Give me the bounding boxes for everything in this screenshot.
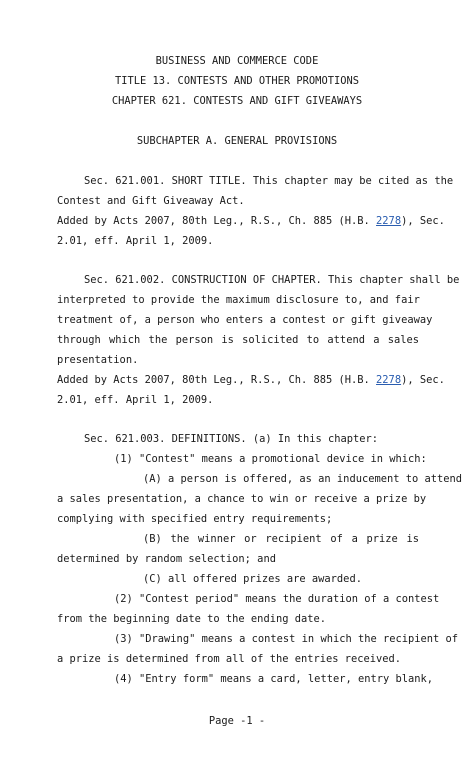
code-title: BUSINESS AND COMMERCE CODE: [155, 55, 319, 67]
page-number: Page -1 -: [208, 715, 266, 727]
chapter-heading: CHAPTER 621. CONTESTS AND GIFT GIVEAWAYS: [111, 95, 363, 107]
sec003-item4-line1: (4) "Entry form" means a card, letter, entry blank,: [114, 673, 434, 685]
sec002-line2: interpreted to provide the maximum disclosure to, and fair: [57, 294, 420, 306]
sec003-item1: (1) "Contest" means a promotional device in which:: [114, 453, 427, 465]
sec002-line5: presentation.: [57, 354, 139, 366]
sec001-line1: Sec. 621.001. SHORT TITLE. This chapter may be cited as the: [84, 175, 454, 187]
sec003-item1c: (C) all offered prizes are awarded.: [143, 573, 362, 585]
sec003-item1b-line2: determined by random selection; and: [57, 553, 276, 565]
sec001-added: [57, 211, 445, 231]
sec001-line2: Contest and Gift Giveaway Act.: [57, 195, 245, 207]
sec002-added: [57, 370, 445, 390]
sec002-added-suffix: ), Sec.: [401, 374, 445, 386]
title-heading: TITLE 13. CONTESTS AND OTHER PROMOTIONS: [115, 75, 359, 87]
sec003-line1: Sec. 621.003. DEFINITIONS. (a) In this chapter:: [84, 433, 379, 445]
sec003-item1a-line2: a sales presentation, a chance to win or receive a prize by: [57, 493, 427, 505]
bill-link-2278[interactable]: 2278: [376, 374, 402, 386]
sec002-line1: Sec. 621.002. CONSTRUCTION OF CHAPTER. This chapter shall be: [84, 274, 460, 286]
sec003-item1a-line1: (A) a person is offered, as an inducement to attend: [143, 473, 463, 485]
sec003-item3-line2: a prize is determined from all of the entries received.: [57, 653, 402, 665]
sec001-added-prefix: Added by Acts 2007, 80th Leg., R.S., Ch. 885 (H.B.: [57, 215, 377, 227]
sec003-item3-line1: (3) "Drawing" means a contest in which the recipient of: [114, 633, 459, 645]
sec002-line4: through which the person is solicited to attend a sales: [57, 334, 419, 346]
subchapter-heading: SUBCHAPTER A. GENERAL PROVISIONS: [136, 135, 338, 147]
sec001-added-suffix: ), Sec.: [401, 215, 445, 227]
sec003-item1b-line1: (B) the winner or recipient of a prize is: [143, 533, 419, 545]
bill-link-2278[interactable]: 2278: [376, 215, 402, 227]
sec002-line3: treatment of, a person who enters a contest or gift giveaway: [57, 314, 433, 326]
sec002-eff: 2.01, eff. April 1, 2009.: [57, 394, 214, 406]
sec003-item2-line1: (2) "Contest period" means the duration of a contest: [114, 593, 440, 605]
sec003-item2-line2: from the beginning date to the ending date.: [57, 613, 326, 625]
sec002-added-prefix: Added by Acts 2007, 80th Leg., R.S., Ch. 885 (H.B.: [57, 374, 377, 386]
sec001-eff: 2.01, eff. April 1, 2009.: [57, 235, 214, 247]
sec003-item1a-line3: complying with specified entry requirements;: [57, 513, 333, 525]
